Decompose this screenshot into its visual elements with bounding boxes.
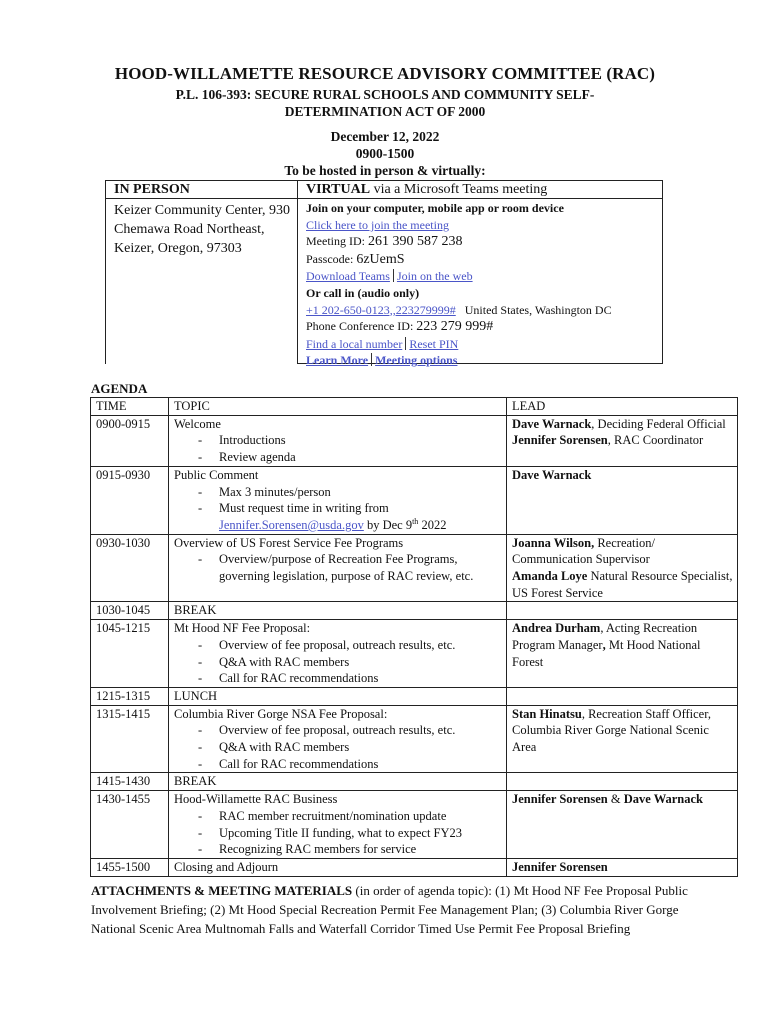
lead-person [512,859,733,876]
in-person-column [105,180,298,364]
topic-subitem: - Upcoming Title II funding, what to expect FY23 [198,825,502,842]
agenda-topic [169,602,507,620]
topic-subitems [174,722,502,772]
agenda-lead [507,705,738,773]
agenda-time: 1045-1215 [91,620,169,688]
meeting-id: Meeting ID: 261 390 587 238 [306,234,463,250]
header-time: TIME [91,398,169,416]
topic-subitem: - Q&A with RAC members [198,654,502,671]
agenda-topic [169,687,507,705]
lead-person: Joanna Wilson, Recreation/ Communication Supervisor [512,535,655,567]
lead-name: Dave Warnack [512,467,592,482]
learn-more-link[interactable]: Learn More [306,353,369,368]
phone-location: United States, Washington DC [464,302,612,317]
topic-subitems [174,808,502,858]
topic-subitem: - Call for RAC recommendations [198,756,502,773]
agenda-time: 1455-1500 [91,858,169,876]
agenda-row [91,466,738,534]
agenda-lead [507,773,738,791]
agenda-lead [507,620,738,688]
topic-subitem: - Max 3 minutes/person [198,484,502,501]
agenda-table [90,397,738,877]
local-number-link[interactable]: Find a local number [306,336,403,351]
agenda-topic [169,620,507,688]
join-meeting-link[interactable]: Click here to join the meeting [306,217,449,232]
agenda-time: 1315-1415 [91,705,169,773]
lead-name: Jennifer Sorensen [512,859,608,874]
hosting-table [105,180,663,368]
agenda-time: 0930-1030 [91,534,169,602]
agenda-topic [169,534,507,602]
meeting-time: 0900-1500 [355,146,415,161]
agenda-row [91,534,738,602]
document-subtitle: P.L. 106-393: SECURE RURAL SCHOOLS AND COMMUNITY SELF-DETERMINATION ACT OF 2000 [175,87,595,119]
lead-person: Amanda Loye Natural Resource Specialist, US Forest Service [512,569,733,600]
topic-title: BREAK [174,603,217,618]
topic-subitem: - Call for RAC recommendations [198,670,502,687]
attachments-text: (in order of agenda topic): (1) Mt Hood NF Fee Proposal Public Involvement Briefing; (2) Mt Hood Special Recreation Permit Fee Management Plan; (3) Columbia River Gorge National Scenic Area Multnomah Falls and Waterfall Corridor Timed Use Permit Fee Proposal Briefing [91,883,688,936]
agenda-lead [507,858,738,876]
lead-person: Stan Hinatsu, Recreation Staff Officer, Columbia River Gorge National Scenic Area [512,706,712,755]
agenda-topic [169,466,507,534]
lead-name: Joanna Wilson, [512,535,595,550]
lead-person: Jennifer Sorensen, RAC Coordinator [512,433,704,448]
topic-subitems [174,637,502,687]
topic-subitem: - Introductions [198,432,502,449]
download-teams-link[interactable]: Download Teams [306,269,390,284]
agenda-header-row [91,398,738,416]
topic-subitem: - Overview of fee proposal, outreach results, etc. [198,722,502,739]
agenda-topic [169,773,507,791]
header-lead: LEAD [507,398,738,416]
reset-pin-link[interactable]: Reset PIN [409,336,459,351]
topic-subitem: - Recognizing RAC members for service [198,841,502,858]
agenda-row [91,687,738,705]
topic-subitems [174,432,502,465]
topic-subitem: - RAC member recruitment/nomination update [198,808,502,825]
agenda-time: 0900-0915 [91,415,169,466]
lead-person: Dave Warnack, Deciding Federal Official [512,416,726,431]
email-link[interactable]: Jennifer.Sorensen@usda.gov [219,517,364,532]
topic-title: Overview of US Forest Service Fee Programs [174,535,404,550]
divider [105,198,663,199]
phone-number-link[interactable]: +1 202-650-0123,,223279999# [306,302,456,317]
topic-title: Welcome [174,416,221,431]
lead-name: Jennifer Sorensen [512,433,608,448]
lead-person [512,467,733,484]
ordinal-suffix: th [412,516,419,526]
lead-name: Andrea Durham [512,621,601,636]
in-person-heading: IN PERSON [114,182,190,197]
agenda-row [91,858,738,876]
agenda-row [91,620,738,688]
agenda-time: 1030-1045 [91,602,169,620]
lead-name: Stan Hinatsu [512,706,582,721]
lead-name: Dave Warnack [623,792,704,807]
topic-subitems [174,484,502,534]
topic-subitem: - Overview/purpose of Recreation Fee Programs, governing legislation, purpose of RAC review, etc. [198,551,502,584]
call-in-heading: Or call in (audio only) [306,285,420,300]
agenda-time: 0915-0930 [91,466,169,534]
meeting-date: December 12, 2022 [330,129,440,144]
lead-name: Amanda Loye [512,569,588,584]
join-web-link[interactable]: Join on the web [396,269,473,284]
agenda-row [91,773,738,791]
agenda-lead [507,534,738,602]
virtual-details [306,200,656,369]
agenda-lead [507,791,738,859]
attachments-paragraph [91,881,691,938]
agenda-lead [507,466,738,534]
meeting-options-link[interactable]: Meeting options [375,353,458,368]
header-topic: TOPIC [169,398,507,416]
topic-title: Hood-Willamette RAC Business [174,792,338,807]
agenda-row [91,415,738,466]
virtual-heading: VIRTUAL via a Microsoft Teams meeting [306,182,548,197]
topic-title: LUNCH [174,688,218,703]
topic-subitem: - Must request time in writing from Jennifer.Sorensen@usda.gov by Dec 9th 2022 [198,500,502,533]
agenda-time: 1430-1455 [91,791,169,859]
document-title: HOOD-WILLAMETTE RESOURCE ADVISORY COMMITTEE (RAC) [114,64,656,83]
hosting-note: To be hosted in person & virtually: [284,163,486,178]
topic-subitem: - Overview of fee proposal, outreach results, etc. [198,637,502,654]
passcode: Passcode: 6zUemS [306,251,405,267]
topic-subitem: - Review agenda [198,449,502,466]
agenda-row [91,602,738,620]
agenda-topic [169,858,507,876]
attachments-heading: ATTACHMENTS & MEETING MATERIALS [91,883,353,898]
lead-name: Dave Warnack [512,416,592,431]
topic-subitem: - Q&A with RAC members [198,739,502,756]
topic-title: BREAK [174,774,217,789]
lead-person: Jennifer Sorensen & Dave Warnack [512,792,704,807]
agenda-row [91,705,738,773]
join-heading: Join on your computer, mobile app or room device [306,201,564,215]
separator [371,353,372,366]
topic-subitems [174,551,502,584]
agenda-topic [169,705,507,773]
separator [393,269,394,282]
topic-title: Public Comment [174,467,259,482]
agenda-topic [169,791,507,859]
in-person-address: Keizer Community Center, 930 Chemawa Road Northeast, Keizer, Oregon, 97303 [114,203,290,256]
agenda-label: AGENDA [91,381,148,396]
lead-name: , [602,637,606,652]
conference-id: Phone Conference ID: 223 279 999# [306,319,494,335]
meeting-datetime [0,128,770,179]
agenda-lead [507,687,738,705]
lead-person: Andrea Durham, Acting Recreation Program Manager, Mt Hood National Forest [512,621,701,669]
agenda-lead [507,415,738,466]
virtual-column [298,180,663,368]
separator [405,337,406,350]
topic-title: Closing and Adjourn [174,859,279,874]
topic-title: Mt Hood NF Fee Proposal: [174,621,311,636]
agenda-time: 1415-1430 [91,773,169,791]
agenda-topic [169,415,507,466]
agenda-time: 1215-1315 [91,687,169,705]
lead-name: Jennifer Sorensen [512,792,608,807]
agenda-lead [507,602,738,620]
topic-title: Columbia River Gorge NSA Fee Proposal: [174,706,388,721]
agenda-row [91,791,738,859]
